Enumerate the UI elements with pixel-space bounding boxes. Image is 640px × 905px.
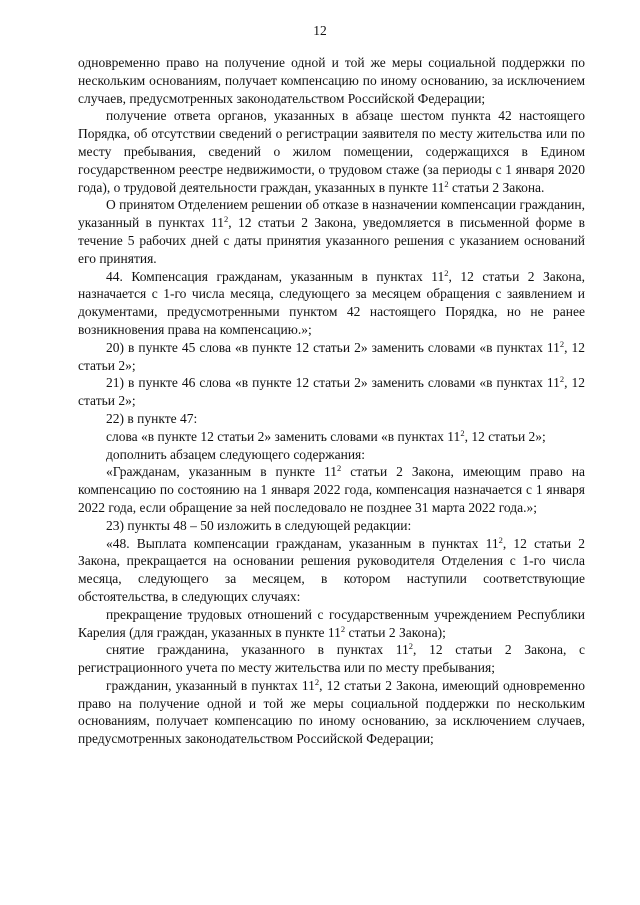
- superscript: 2: [224, 214, 229, 225]
- paragraph: прекращение трудовых отношений с государственным учреждением Республики Карелия (для граждан, указанных в пункте $11^2$ статьи 2 Закона);: [78, 606, 585, 640]
- superscript: 2: [336, 463, 342, 474]
- superscript: 2: [559, 338, 565, 349]
- paragraph: 21) в пункте 46 слова «в пункте 12 статьи 2» заменить словами «в пунктах $11^2$, 12 статьи 2»;: [78, 374, 585, 409]
- page-number: 12: [313, 23, 327, 38]
- superscript: 2: [559, 374, 565, 385]
- superscript: 2: [340, 623, 346, 634]
- superscript: 2: [408, 641, 414, 652]
- paragraph: 44. Компенсация гражданам, указанным в пунктах $11^2$, 12 статьи 2 Закона, назначается с 1-го числа месяца, следующего за месяцем обращения с заявлением и документами, предусмотренными пунктом 42 настоящего Порядка, но не ранее возникновения права на компенсацию.»;: [78, 267, 585, 337]
- paragraph: гражданин, указанный в пунктах $11^2$, 12 статьи 2 Закона, имеющий одновременно право на получение одной и той же меры социальной поддержки по нескольким основаниям, получает компенсацию по иному основанию, за исключением случаев, предусмотренных законодательством Российской Федерации;: [78, 676, 585, 747]
- paragraph: 20) в пункте 45 слова «в пункте 12 статьи 2» заменить словами «в пунктах $11^2$, 12 статьи 2»;: [78, 338, 585, 373]
- paragraph: О принятом Отделением решении об отказе в назначении компенсации гражданин, указанный в пунктах $11^2$, 12 статьи 2 Закона, уведомляется в письменной форме в течение 5 рабочих дней с даты принятия указанного решения с указанием оснований его принятия.: [78, 197, 585, 266]
- paragraph: одновременно право на получение одной и той же меры социальной поддержки по нескольким основаниям, получает компенсацию по иному основанию, за исключением случаев, предусмотренных законодательством Российской Федерации;: [78, 55, 585, 106]
- superscript: 2: [444, 178, 449, 189]
- document-body: [78, 54, 585, 748]
- paragraph: слова «в пункте 12 статьи 2» заменить словами «в пунктах $11^2$, 12 статьи 2»;: [106, 427, 546, 444]
- superscript: 2: [460, 427, 465, 438]
- paragraph: 22) в пункте 47:: [106, 410, 198, 426]
- paragraph: «Гражданам, указанным в пункте $11^2$ статьи 2 Закона, имеющим право на компенсацию по состоянию на 1 января 2022 года, компенсация назначается с 1 января 2022 года, если обращение за ней последовало не позднее 31 марта 2022 года.»;: [78, 463, 585, 515]
- paragraph: «48. Выплата компенсации гражданам, указанным в пунктах $11^2$, 12 статьи 2 Закона, прекращается на основании решения руководителя Отделения с 1-го числа месяца, следующего за месяцем, в котором наступили соответствующие обстоятельства, в следующих случаях:: [78, 534, 585, 604]
- paragraph: получение ответа органов, указанных в абзаце шестом пункта 42 настоящего Порядка, об отсутствии сведений о регистрации заявителя по месту жительства или по месту пребывания, сведений о жилом помещении, содержащихся в Едином государственном реестре недвижимости, о трудовом стаже (за периоды с 1 января 2020 года), о трудовой деятельности граждан, указанных в пункте $11^2$ статьи 2 Закона.: [78, 108, 585, 195]
- superscript: 2: [444, 267, 449, 278]
- paragraph: дополнить абзацем следующего содержания:: [106, 446, 366, 462]
- superscript: 2: [498, 534, 503, 545]
- paragraph: 23) пункты 48 – 50 изложить в следующей редакции:: [106, 517, 412, 533]
- paragraph: снятие гражданина, указанного в пунктах $11^2$, 12 статьи 2 Закона, с регистрационного учета по месту жительства или по месту пребывания;: [78, 641, 585, 676]
- superscript: 2: [314, 676, 320, 687]
